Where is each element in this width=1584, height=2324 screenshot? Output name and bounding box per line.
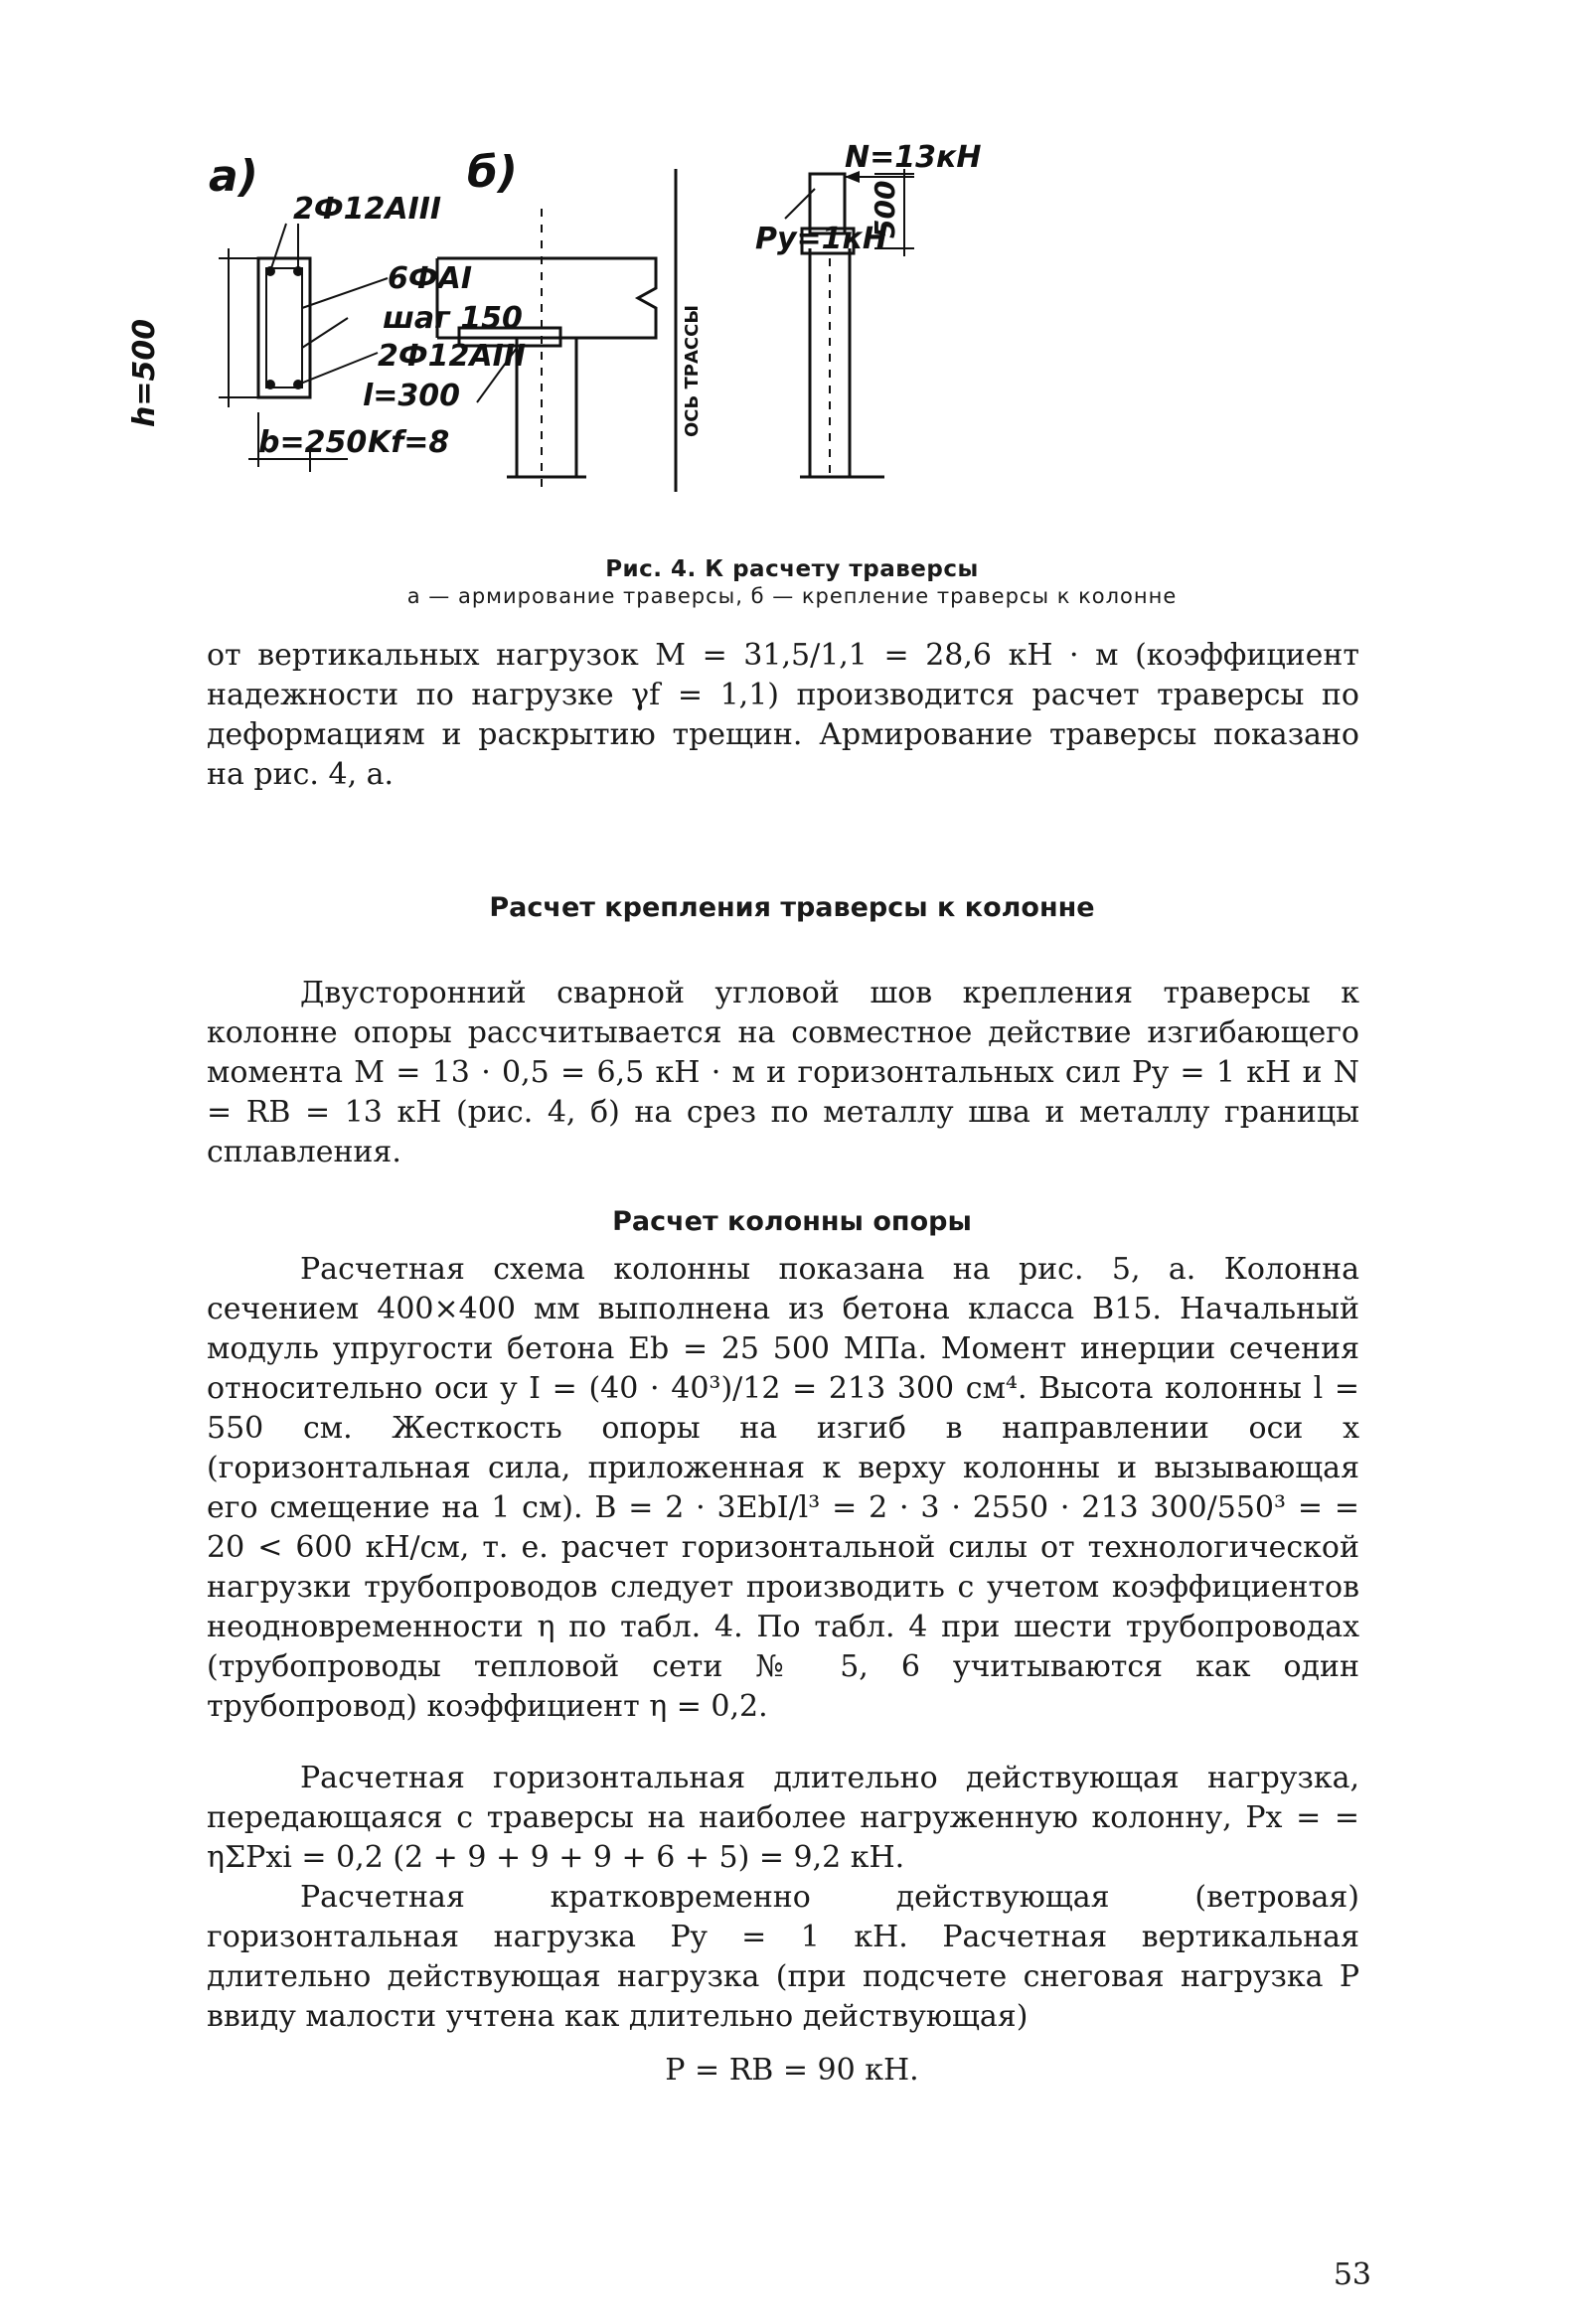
figure-caption-description: а — армирование траверсы, б — крепление траверсы к колонне	[406, 584, 1178, 608]
section-heading-column: Расчет колонны опоры	[612, 1206, 972, 1237]
section-heading-fastening: Расчет крепления траверсы к колонне	[489, 892, 1095, 923]
figure-drawing	[127, 140, 1381, 517]
paragraph-horizontal-load: Расчетная горизонтальная длительно действующая нагрузка, передающаяся с траверсы на наиболее нагруженную колонну, Px = = ηΣPxi = 0,2 (2 + 9 + 9 + 9 + 6 + 5) = 9,2 кН.	[207, 1761, 1359, 1875]
paragraph-weld: Двусторонний сварной угловой шов крепления траверсы к колонне опоры рассчитывается на совместное действие изгибающего момента М = 13 · 0,5 = 6,5 кН · м и горизонтальных сил Py = 1 кН и N = RB = 13 кН (рис. 4, б) на срез по металлу шва и металлу границы сплавления.	[207, 976, 1359, 1169]
a-stirrup-label: 6ФАI	[388, 261, 473, 296]
a-width-label: b=250	[258, 425, 368, 460]
b-weld-kf-label: Kf=8	[368, 425, 450, 460]
label-b: б)	[467, 147, 518, 198]
b-py-label: Py=1кН	[755, 222, 888, 256]
paragraph-column-scheme: Расчетная схема колонны показана на рис. 5, а. Колонна сечением 400×400 мм выполнена из бетона класса В15. Начальный модуль упругости бетона Eb = 25 500 МПа. Момент инерции сечения относительно оси y I = (40 · 40³)/12 = 213 300 см⁴. Высота колонны l = 550 см. Жесткость опоры на изгиб в направлении оси x (горизонтальная сила, приложенная к верху колонны и вызывающая его смещение на 1 см). В = 2 · 3EbI/l³ = 2 · 3 · 2550 · 213 300/550³ = = 20 < 600 кН/см, т. е. расчет горизонтальной силы от технологической нагрузки трубопроводов следует производить с учетом коэффициентов неодновременности η по табл. 4. По табл. 4 при шести трубопроводах (трубопроводы тепловой сети № 5, 6 учитываются как один трубопровод) коэффициент η = 0,2.	[207, 1252, 1359, 1724]
a-bottom-rebar-label: 2Ф12АIII	[378, 339, 527, 374]
b-weld-length-label: l=300	[363, 379, 461, 413]
page-number: 53	[1333, 2257, 1371, 2292]
b-500-label: 500	[869, 180, 901, 238]
label-a: а)	[209, 151, 258, 202]
paragraph-wind-load: Расчетная кратковременно действующая (ветровая) горизонтальная нагрузка Py = 1 кН. Расчетная вертикальная длительно действующая нагрузка (при подсчете снеговая нагрузка Р ввиду малости учтена как длительно действующая)	[207, 1880, 1359, 2034]
figure-caption-title: Рис. 4. К расчету траверсы	[605, 556, 979, 582]
b-n-label: N=13кН	[845, 140, 982, 175]
a-height-label: h=500	[127, 318, 162, 427]
figure-4	[127, 140, 1381, 517]
a-top-rebar-label: 2Ф12АIII	[293, 192, 442, 227]
a-step-label: шаг 150	[383, 301, 523, 336]
paragraph-deformation: от вертикальных нагрузок М = 31,5/1,1 = 28,6 кН · м (коэффициент надежности по нагрузке γf = 1,1) производится расчет траверсы по деформациям и раскрытию трещин. Армирование траверсы показано на рис. 4, а.	[207, 638, 1359, 792]
formula-vertical-load: P = RB = 90 кН.	[665, 2053, 919, 2088]
route-axis-label: ОСЬ ТРАССЫ	[682, 305, 703, 437]
